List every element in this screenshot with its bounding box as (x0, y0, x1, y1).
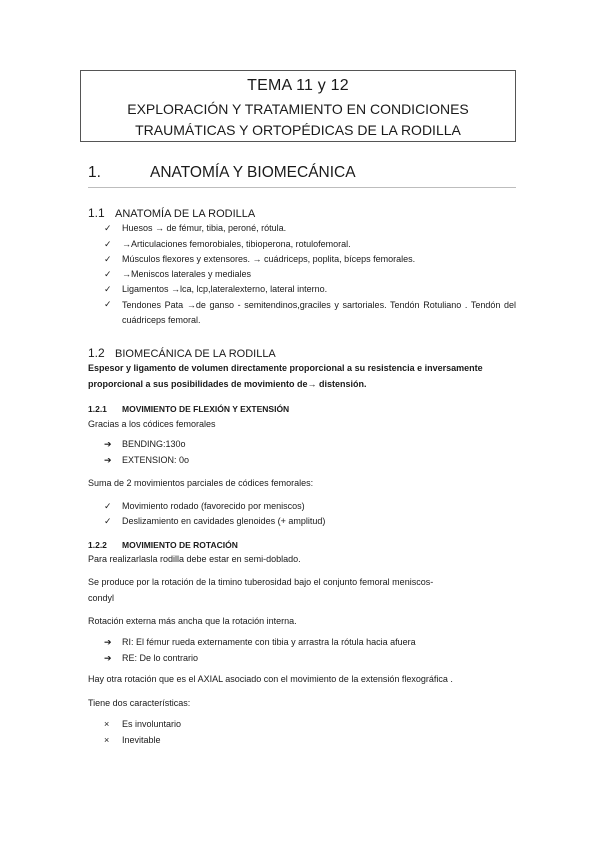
subsection-1-2-heading (88, 346, 276, 360)
section-1-heading (88, 164, 356, 182)
list-item: ✓ →Articulaciones femorobiales, tibioperona, rotulofemoral. (104, 239, 351, 249)
list-item: ➔ EXTENSION: 0o (104, 455, 190, 465)
list-item: ✓ Músculos flexores y extensores. → cuádriceps, poplita, bíceps femorales. (104, 254, 416, 264)
document-subtitle (81, 99, 515, 141)
subsection-1-2-2-title: MOVIMIENTO DE ROTACIÓN (122, 540, 238, 550)
subsection-1-2-title: BIOMECÁNICA DE LA RODILLA (115, 348, 276, 360)
arrow-right-icon: ➔ (104, 439, 112, 449)
list-item: ✓ Movimiento rodado (favorecido por meniscos) (104, 501, 305, 511)
list-item: ✓ Tendones Pata →de ganso - semitendinos,graciles y sartoriales. Tendón Rotuliano . Tendón del cuádriceps femoral. (104, 299, 516, 325)
paragraph: Rotación externa más ancha que la rotación interna. (88, 616, 297, 626)
paragraph-line-1: Se produce por la rotación de la timino tuberosidad bajo el conjunto femoral meniscos- (88, 577, 434, 587)
check-icon: ✓ (104, 223, 112, 233)
list-item: ✓ Deslizamiento en cavidades glenoides (+ amplitud) (104, 516, 326, 526)
section-1-title: ANATOMÍA Y BIOMECÁNICA (150, 164, 356, 181)
intro-paragraph-line-1: Espesor y ligamento de volumen directamente proporcional a su resistencia e inversamente (88, 363, 483, 373)
list-item: ➔ RI: El fémur rueda externamente con tibia y arrastra la rótula hacia afuera (104, 637, 416, 647)
paragraph: Suma de 2 movimientos parciales de códices femorales: (88, 478, 314, 488)
paragraph: Hay otra rotación que es el AXIAL asociado con el movimiento de la extensión flexográfica . (88, 674, 453, 684)
subsection-1-2-1-number: 1.2.1 (88, 404, 107, 414)
subsection-1-2-1-title: MOVIMIENTO DE FLEXIÓN Y EXTENSIÓN (122, 404, 290, 414)
check-icon: ✓ (104, 516, 112, 526)
paragraph: Gracias a los códices femorales (88, 419, 216, 429)
list-item: × Es involuntario (104, 719, 182, 729)
intro-paragraph-line-2: proporcional a sus posibilidades de movimiento de→ distensión. (88, 379, 367, 389)
subsection-1-1-number: 1.1 (88, 206, 105, 220)
cross-icon: × (104, 735, 110, 745)
check-icon: ✓ (104, 269, 112, 279)
subsection-1-2-number: 1.2 (88, 346, 105, 360)
subtitle-line-1: EXPLORACIÓN Y TRATAMIENTO EN CONDICIONES (127, 101, 469, 117)
subtitle-line-2: TRAUMÁTICAS Y ORTOPÉDICAS DE LA RODILLA (135, 122, 461, 138)
paragraph: Para realizarlasla rodilla debe estar en semi-doblado. (88, 554, 301, 564)
subsection-1-2-1-heading (88, 404, 289, 414)
check-icon: ✓ (104, 284, 112, 294)
list-item: ✓ Huesos → de fémur, tibia, peroné, rótula. (104, 223, 287, 233)
paragraph: Tiene dos características: (88, 698, 191, 708)
section-divider (88, 187, 516, 188)
list-item: × Inevitable (104, 735, 161, 745)
subsection-1-2-2-number: 1.2.2 (88, 540, 107, 550)
arrow-right-icon: ➔ (104, 653, 112, 663)
cross-icon: × (104, 719, 110, 729)
subsection-1-2-2-heading (88, 540, 238, 550)
list-item: ✓ →Meniscos laterales y mediales (104, 269, 252, 279)
check-icon: ✓ (104, 239, 112, 249)
list-item: ✓ Ligamentos →lca, lcp,lateralexterno, lateral interno. (104, 284, 328, 294)
arrow-right-icon: ➔ (104, 455, 112, 465)
check-icon: ✓ (104, 254, 112, 264)
title-box (80, 70, 516, 142)
section-1-number: 1. (88, 164, 101, 181)
list-item: ➔ RE: De lo contrario (104, 653, 199, 663)
check-icon: ✓ (104, 501, 112, 511)
subsection-1-1-title: ANATOMÍA DE LA RODILLA (115, 208, 256, 220)
document-title: TEMA 11 y 12 (247, 77, 349, 94)
list-item: ➔ BENDING:130o (104, 439, 186, 449)
paragraph-line-2: condyl (88, 593, 115, 603)
check-icon: ✓ (104, 299, 112, 309)
subsection-1-1-heading (88, 206, 255, 220)
arrow-right-icon: ➔ (104, 637, 112, 647)
